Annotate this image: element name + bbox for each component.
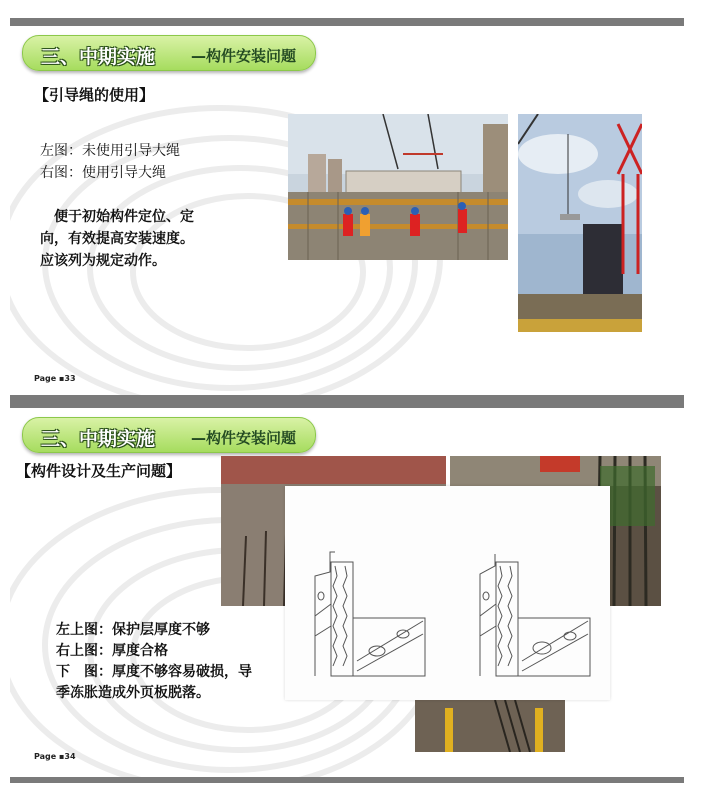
slide-33 <box>10 18 684 401</box>
title-main: 三、中期实施 <box>41 428 156 450</box>
text-line-1: 左上图：保护层厚度不够 <box>56 622 210 638</box>
desc-line-3: 应该列为规定动作。 <box>40 253 166 269</box>
title-main: 三、中期实施 <box>41 46 156 68</box>
caption-left: 左图：未使用引导大绳 <box>40 143 180 159</box>
page-number: Page ▪33 <box>34 374 76 383</box>
slide-title-banner <box>22 35 316 71</box>
page-number: Page ▪34 <box>34 752 76 761</box>
desc-line-1: 便于初始构件定位、定 <box>40 209 194 225</box>
construction-panel-lifting-photo <box>288 114 508 260</box>
top-frame-bar <box>10 18 684 26</box>
caption-right: 右图：使用引导大绳 <box>40 165 166 181</box>
text-line-3: 下 图：厚度不够容易破损，导 <box>56 664 252 680</box>
desc-line-2: 向，有效提高安装速度。 <box>40 231 194 247</box>
text-line-4: 季冻胀造成外页板脱落。 <box>56 685 210 701</box>
section-heading: 【构件设计及生产问题】 <box>16 462 182 480</box>
bottom-frame-bar <box>10 777 684 783</box>
top-frame-bar <box>10 400 684 408</box>
crane-lifting-photo <box>518 114 642 332</box>
title-sub: —构件安装问题 <box>191 47 297 65</box>
precast-panel-section-diagram <box>285 486 610 700</box>
text-line-2: 右上图：厚度合格 <box>56 643 168 659</box>
section-heading: 【引导绳的使用】 <box>34 86 155 104</box>
site-scaffold-photo <box>415 700 565 752</box>
slide-34 <box>10 400 684 783</box>
slide-title-banner <box>22 417 316 453</box>
title-sub: —构件安装问题 <box>191 429 297 447</box>
